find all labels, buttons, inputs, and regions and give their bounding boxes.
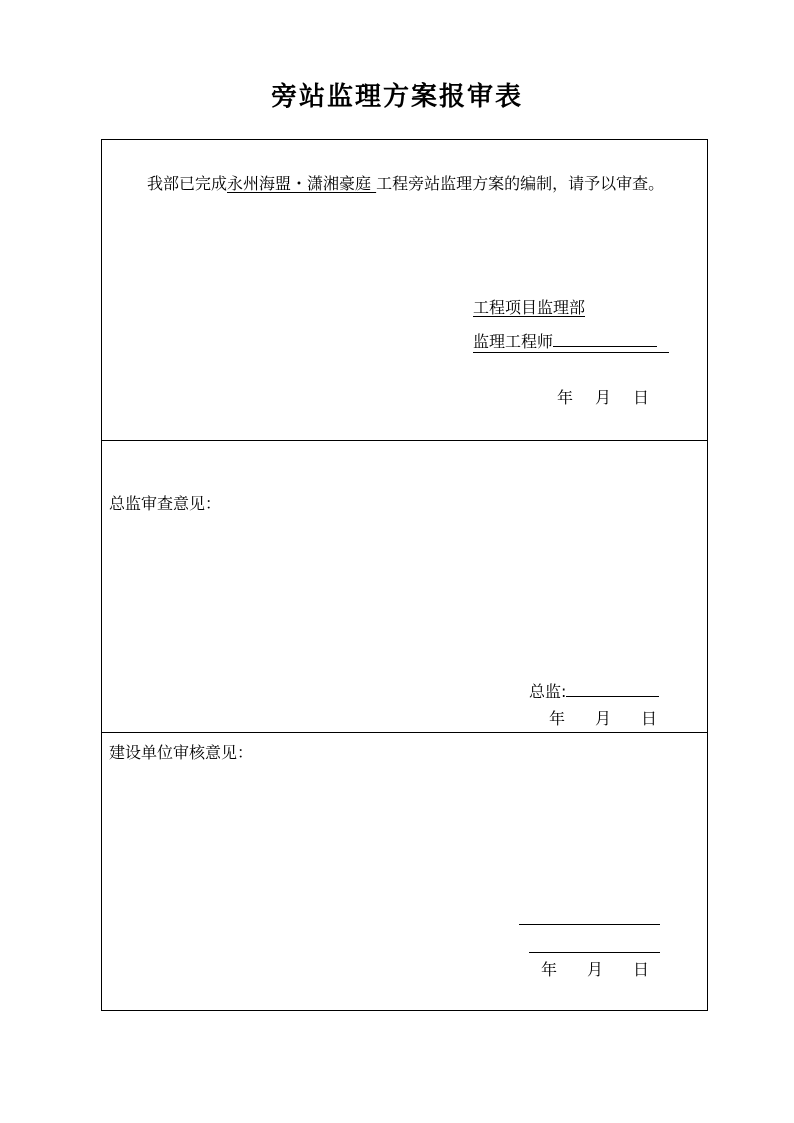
page-title: 旁站监理方案报审表	[270, 82, 523, 112]
chief-label: 总监:	[529, 682, 567, 701]
owner-signature-line-1[interactable]	[519, 924, 660, 925]
chief-review-heading: 总监审查意见：	[109, 494, 222, 513]
owner-review-section	[102, 733, 707, 1010]
owner-review-date	[541, 960, 649, 980]
submission-date	[557, 388, 649, 408]
chief-review-date	[549, 709, 657, 729]
owner-review-heading: 建设单位审核意见：	[109, 743, 254, 762]
engineer-underline	[473, 352, 669, 353]
date-year: 年	[541, 960, 558, 979]
statement-suffix: 工程旁站监理方案的编制，请予以审查。	[376, 174, 665, 193]
date-year: 年	[557, 388, 574, 407]
supervision-dept-label: 工程项目监理部	[473, 298, 586, 317]
engineer-signature-line	[473, 332, 657, 352]
chief-signature-line	[529, 682, 659, 702]
date-month: 月	[595, 709, 612, 728]
date-month: 月	[587, 960, 604, 979]
submission-statement	[147, 174, 664, 194]
approval-form-table	[101, 139, 708, 1011]
engineer-label: 监理工程师	[473, 332, 554, 351]
date-day: 日	[633, 960, 650, 979]
chief-review-section	[102, 441, 707, 733]
date-month: 月	[595, 388, 612, 407]
date-year: 年	[549, 709, 566, 728]
chief-signature-field[interactable]	[566, 682, 659, 697]
date-day: 日	[633, 388, 650, 407]
owner-signature-line-2[interactable]	[529, 952, 660, 953]
engineer-signature-field[interactable]	[553, 332, 657, 347]
project-name: 永州海盟・潇湘豪庭	[227, 174, 377, 193]
submission-section	[102, 140, 707, 441]
date-day: 日	[641, 709, 658, 728]
statement-prefix: 我部已完成	[147, 174, 228, 193]
